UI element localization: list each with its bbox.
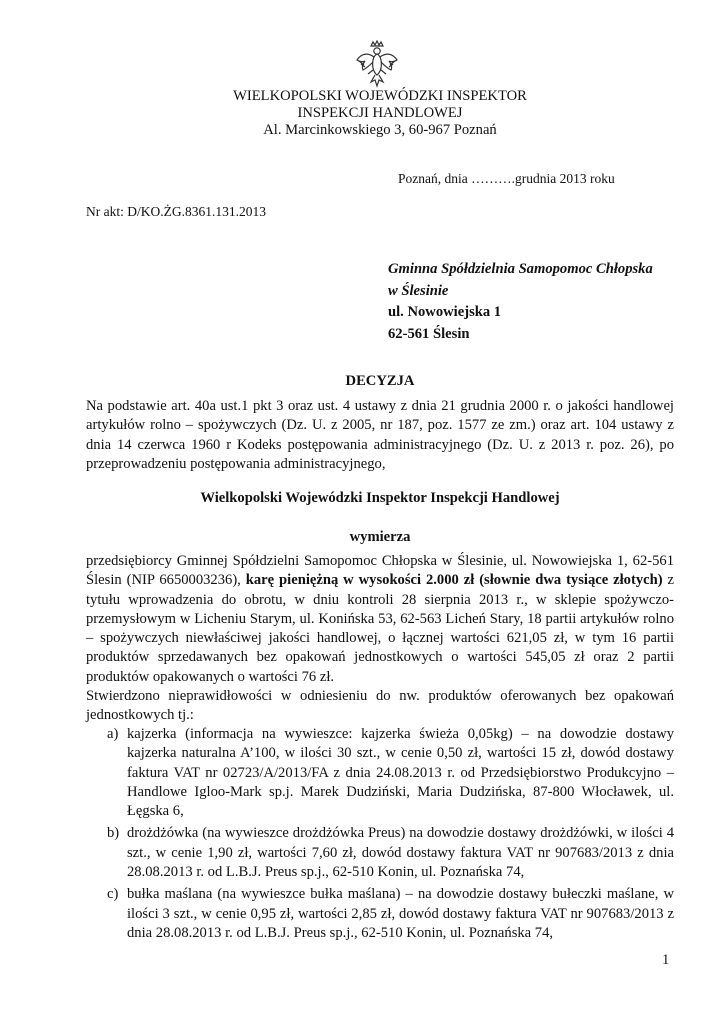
recipient-address [388, 259, 653, 345]
penalty-text-part2: z tytułu wprowadzenia do obrotu, w dniu kontroli 28 sierpnia 2013 r., w sklepie spożywczo- przemysłowym w Licheniu Starym, ul. Konińska 53, 62-563 Licheń Stary, 18 partii artykułów rolno – spożywczych niewłaściwej jakości handlowej, o łącznej wartości 621,05 zł, w tym 16 partii produktów sprzedawanych bez opakowań jednostkowych o wartości 545,05 zł oraz 2 partii produktów opakowanych o wartości 76 zł. [86, 572, 674, 685]
authority-name: Wielkopolski Wojewódzki Inspektor Inspekcji Handlowej [200, 490, 560, 506]
recipient-name: Gminna Spółdzielnia Samopomoc Chłopska [388, 261, 653, 277]
document-title: DECYZJA [345, 373, 415, 389]
header-address: Al. Marcinkowskiego 3, 60-967 Poznań [263, 122, 497, 138]
penalty-amount: karę pieniężną w wysokości 2.000 zł (słownie dwa tysiące złotych) [245, 572, 663, 589]
header-institution-line1: WIELKOPOLSKI WOJEWÓDZKI INSPEKTOR [233, 88, 527, 104]
date-line: Poznań, dnia ……….grudnia 2013 roku [398, 171, 615, 186]
case-number: Nr akt: D/KO.ŻG.8361.131.2013 [86, 204, 266, 219]
recipient-postal: 62-561 Ślesin [388, 325, 470, 342]
list-item-text: drożdżówka (na wywieszce drożdżówka Preus) na dowodzie dostawy drożdżówki, w ilości 4 szt., w cenie 1,90 zł, wartości 7,60 zł, dowód dostawy faktura VAT nr 907683/2013 z dnia 28.08.2013 r. od L.B.J. Preus sp.j., 62-510 Konin, ul. Poznańska 74, [127, 825, 674, 881]
recipient-place: w Ślesinie [388, 282, 449, 299]
penalty-text-part1: przedsiębiorcy Gminnej Spółdzielni Samopomoc Chłopska w Ślesinie, ul. Nowowiejska 1, 62-561 Ślesin (NIP 6650003236), [86, 553, 674, 589]
legal-basis-paragraph: Na podstawie art. 40a ust.1 pkt 3 oraz ust. 4 ustawy z dnia 21 grudnia 2000 r. o jakości handlowej artykułów rolno – spożywczych (Dz. U. z 2005, nr 187, poz. 1577 ze zm.) oraz art. 104 ustawy z dnia 14 czerwca 1960 r Kodeks postępowania administracyjnego (Dz. U. z 2013 r. poz. 26), po przeprowadzeniu postępowania administracyjnego, [86, 398, 674, 472]
recipient-street: ul. Nowowiejska 1 [388, 304, 502, 320]
list-item-label: b) [107, 825, 120, 842]
findings-intro: Stwierdzono nieprawidłowości w odniesieniu do nw. produktów oferowanych bez opakowań jednostkowych tj.: [86, 688, 674, 724]
list-item [86, 885, 674, 943]
decision-verb: wymierza [349, 529, 411, 545]
findings-list [86, 725, 674, 946]
list-item-text: kajzerka (informacja na wywieszce: kajzerka świeża 0,05kg) – na dowodzie dostawy kajzerka naturalna A’100, w ilości 30 szt., w cenie 0,50 zł, wartości 15 zł, dowód dostawy faktura VAT nr 02723/A/2013/FA z dnia 24.08.2013 r. od Przedsiębiorstwo Produkcyjno – Handlowe Igloo-Mark sp.j. Marek Dudziński, Maria Dudzińska, 87-800 Włocławek, ul. Łęgska 6, [127, 726, 674, 820]
page-number: 1 [662, 952, 670, 968]
penalty-paragraph [86, 552, 674, 687]
list-item-text: bułka maślana (na wywieszce bułka maślana) – na dowodzie dostawy bułeczki maślane, w ilości 3 szt., w cenie 0,95 zł, wartości 2,85 zł, dowód dostawy faktura VAT nr 907683/2013 z dnia 28.08.2013 r. od L.B.J. Preus sp.j., 62-510 Konin, ul. Poznańska 74, [127, 886, 674, 941]
polish-eagle-emblem-icon [355, 40, 399, 88]
header-institution-line2: INSPEKCJI HANDLOWEJ [297, 105, 463, 121]
list-item [86, 725, 674, 821]
list-item-label: c) [107, 886, 119, 903]
list-item-label: a) [107, 726, 119, 742]
list-item [86, 824, 674, 882]
